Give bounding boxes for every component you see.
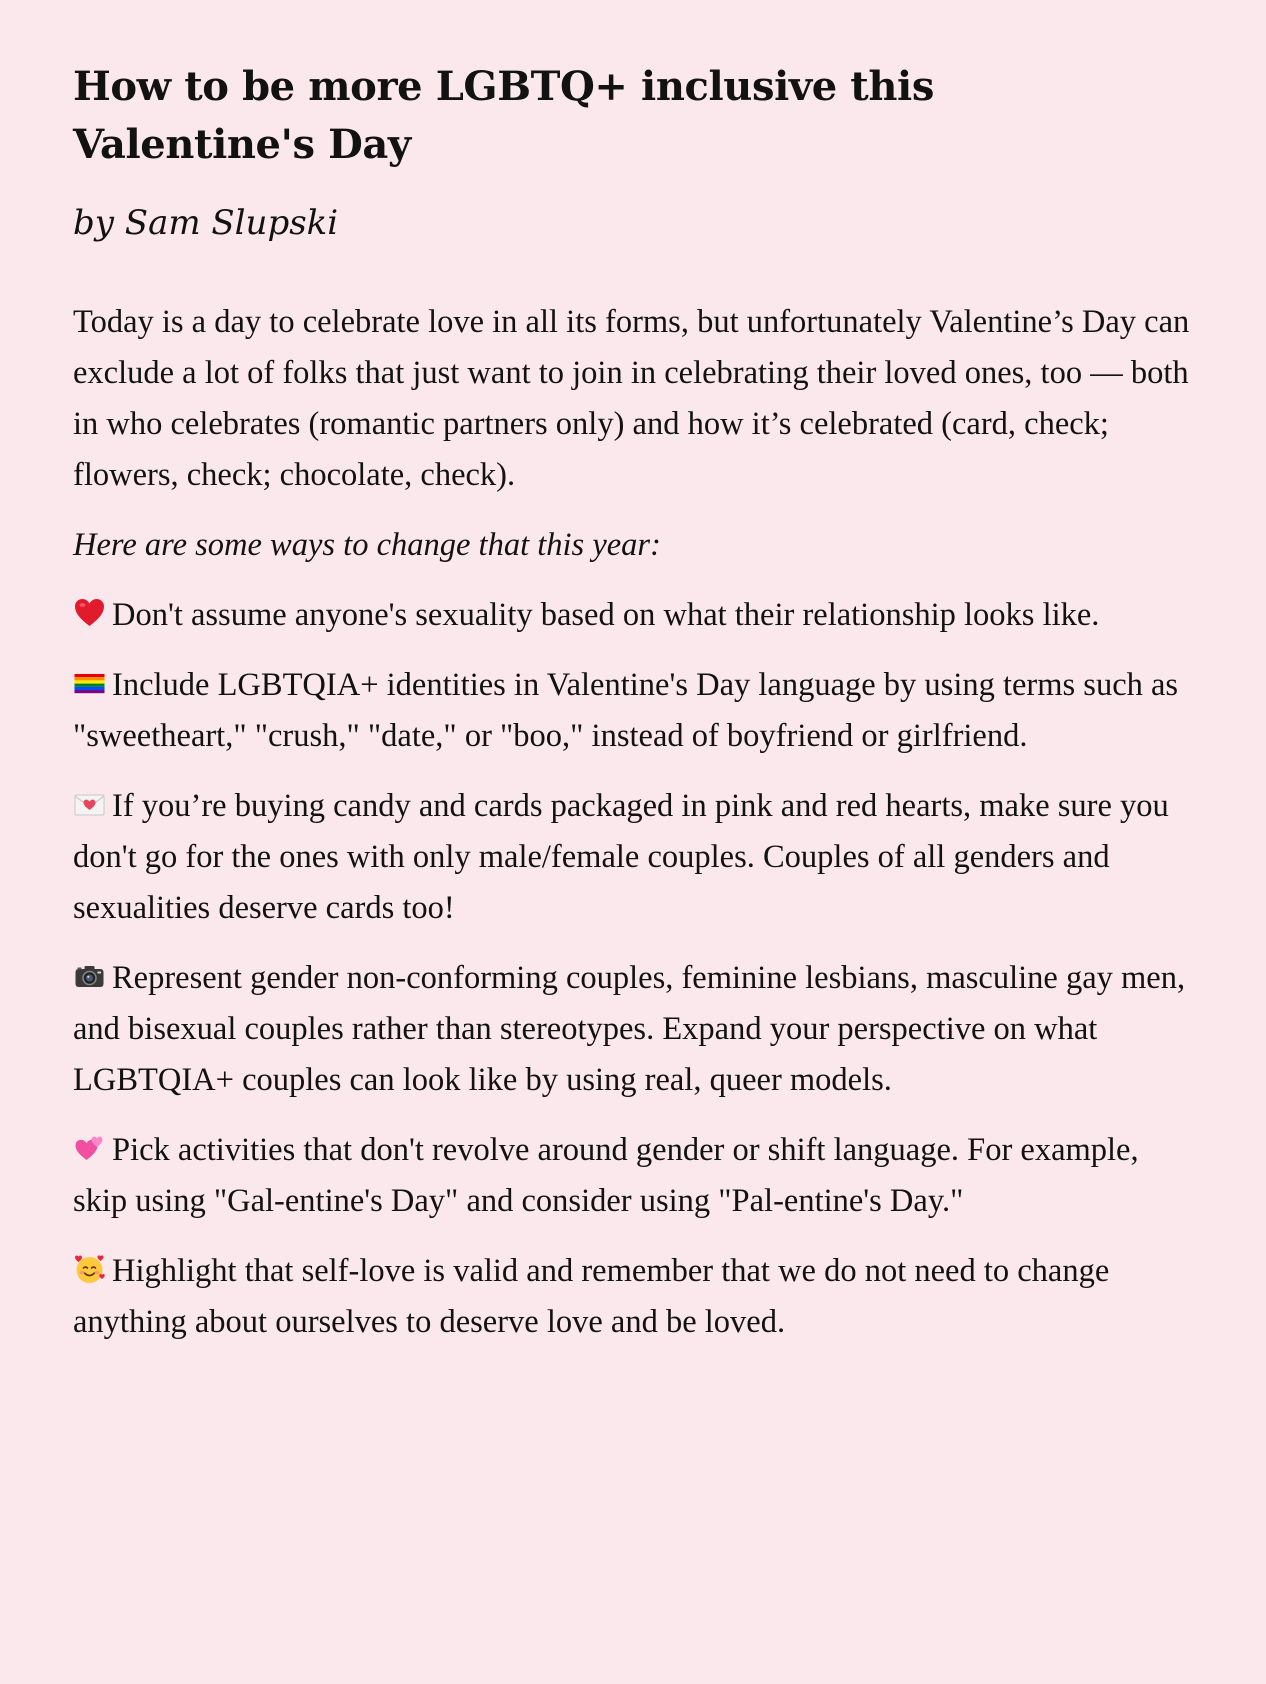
tip-text: Don't assume anyone's sexuality based on what their relationship looks like.: [112, 597, 1100, 633]
article-body: [0, 297, 1266, 1348]
intro-paragraph: Today is a day to celebrate love in all its forms, but unfortunately Valentine’s Day can exclude a lot of folks that just want to join in celebrating their loved ones, too — both in who celebrates (romantic partners only) and how it’s celebrated (card, check; flowers, check; chocolate, check).: [73, 304, 1190, 493]
tip-text: If you’re buying candy and cards packaged in pink and red hearts, make sure you don't go for the ones with only male/female couples. Couples of all genders and sexualities deserve cards too!: [73, 788, 1169, 926]
tip-item: [73, 660, 1198, 762]
article-byline: by Sam Slupski: [73, 203, 339, 243]
tip-item: [73, 781, 1198, 934]
rainbow-flag-icon: [73, 667, 106, 699]
lead-in-text: Here are some ways to change that this year:: [73, 527, 661, 563]
tip-text: Highlight that self-love is valid and remember that we do not need to change anything about ourselves to deserve love and be loved.: [73, 1253, 1110, 1340]
camera-icon: [73, 960, 106, 992]
two-hearts-icon: [73, 1132, 106, 1164]
article-header: [0, 0, 1266, 243]
tip-text: Represent gender non-conforming couples, feminine lesbians, masculine gay men, and bisexual couples rather than stereotypes. Expand your perspective on what LGBTQIA+ couples can look like by using real, queer models.: [73, 960, 1186, 1098]
tip-item: [73, 1125, 1198, 1227]
red-heart-icon: [73, 597, 106, 629]
tip-text: Pick activities that don't revolve around gender or shift language. For example, skip using "Gal-entine's Day" and consider using "Pal-entine's Day.": [73, 1132, 1139, 1219]
article-title: How to be more LGBTQ+ inclusive this Valentine's Day: [73, 63, 934, 168]
tip-item: [73, 1246, 1198, 1348]
smiling-face-with-hearts-icon: [73, 1253, 106, 1285]
love-letter-icon: [73, 788, 106, 820]
tip-item: [73, 953, 1198, 1106]
tip-item: [73, 590, 1198, 641]
tip-text: Include LGBTQIA+ identities in Valentine's Day language by using terms such as "sweetheart," "crush," "date," or "boo," instead of boyfriend or girlfriend.: [73, 667, 1179, 754]
